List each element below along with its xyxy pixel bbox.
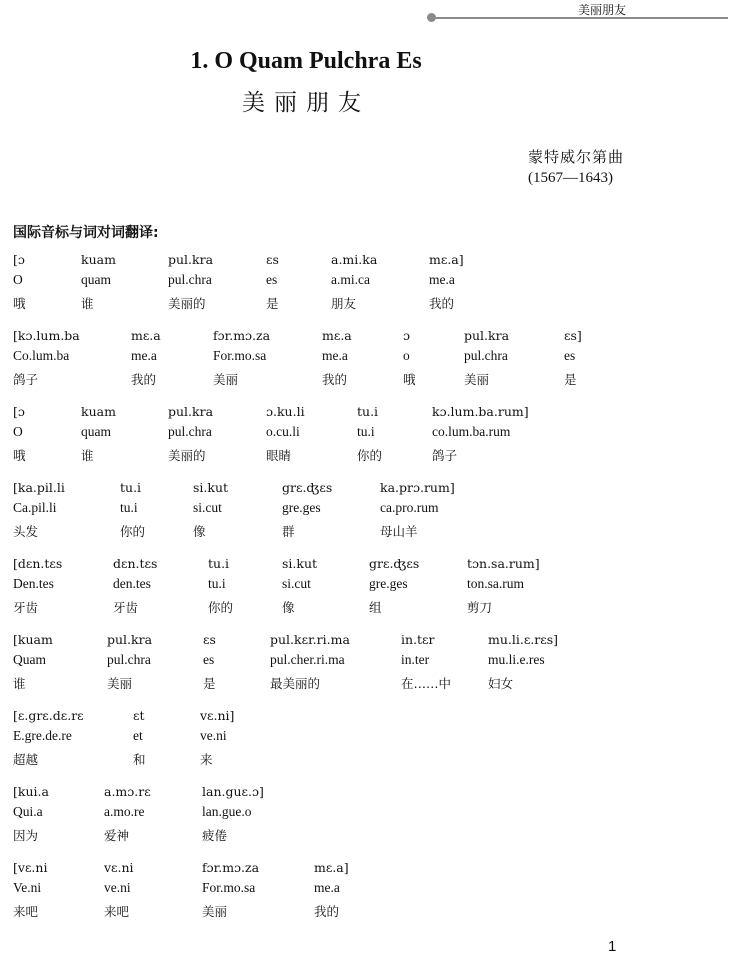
latin-word: in.ter (401, 652, 430, 667)
latin-word: pul.cher.ri.ma (270, 652, 345, 667)
ipa-word: in.tɛr (401, 632, 435, 647)
latin-row (13, 728, 653, 748)
chinese-gloss: 组 (369, 600, 382, 615)
latin-word: me.a (322, 348, 348, 363)
chinese-gloss: 哦 (403, 372, 416, 387)
latin-word: tu.i (357, 424, 375, 439)
latin-word: gre.ges (369, 576, 408, 591)
ipa-word: [ɔ (13, 252, 25, 267)
ipa-word: pul.kra (168, 252, 214, 267)
chinese-gloss: 来 (200, 752, 213, 767)
ipa-row (13, 328, 653, 348)
ipa-word: a.mi.ka (331, 252, 378, 267)
latin-word: For.mo.sa (213, 348, 267, 363)
translation-block (13, 556, 653, 622)
latin-row (13, 576, 653, 596)
chinese-gloss: 像 (282, 600, 295, 615)
ipa-word: mu.li.ɛ.rɛs] (488, 632, 559, 647)
ipa-word: [kuam (13, 632, 53, 647)
latin-row (13, 652, 653, 672)
chinese-gloss-row (13, 522, 653, 542)
latin-word: ve.ni (200, 728, 227, 743)
ipa-word: ɛs] (564, 328, 582, 343)
latin-word: pul.chra (107, 652, 151, 667)
chinese-gloss: 最美丽的 (270, 676, 321, 691)
latin-word: den.tes (113, 576, 151, 591)
chinese-gloss: 和 (133, 752, 146, 767)
composer-name: 蒙特威尔第曲 (528, 148, 625, 166)
latin-word: E.gre.de.re (13, 728, 72, 743)
chinese-gloss: 我的 (314, 904, 340, 919)
chinese-gloss: 牙齿 (113, 600, 139, 615)
latin-word: me.a (429, 272, 455, 287)
chinese-gloss: 母山羊 (380, 524, 418, 539)
latin-word: pul.chra (168, 272, 212, 287)
ipa-row (13, 480, 653, 500)
chinese-gloss: 是 (266, 296, 279, 311)
chinese-gloss: 谁 (13, 676, 26, 691)
latin-word: es (203, 652, 215, 667)
chinese-gloss-row (13, 902, 653, 922)
ipa-word: a.mɔ.rɛ (104, 784, 151, 799)
chinese-gloss: 超越 (13, 752, 39, 767)
latin-word: si.cut (282, 576, 311, 591)
chinese-gloss: 我的 (429, 296, 455, 311)
ipa-word: mɛ.a (131, 328, 161, 343)
chinese-gloss: 美丽 (213, 372, 239, 387)
ipa-word: pul.kra (168, 404, 214, 419)
latin-word: tu.i (208, 576, 226, 591)
ipa-word: tɔn.sa.rum] (467, 556, 540, 571)
latin-row (13, 348, 653, 368)
translation-block (13, 784, 653, 850)
chinese-gloss-row (13, 674, 653, 694)
chinese-gloss: 眼睛 (266, 448, 292, 463)
song-title-chinese: 美丽朋友 (242, 90, 370, 116)
chinese-gloss-row (13, 446, 653, 466)
latin-word: Den.tes (13, 576, 54, 591)
latin-word: me.a (131, 348, 157, 363)
translation-block (13, 480, 653, 546)
ipa-word: vɛ.ni (104, 860, 134, 875)
ipa-row (13, 708, 653, 728)
chinese-gloss: 谁 (81, 448, 94, 463)
chinese-gloss: 我的 (322, 372, 348, 387)
ipa-word: mɛ.a] (429, 252, 464, 267)
ipa-word: kɔ.lum.ba.rum] (432, 404, 529, 419)
chinese-gloss: 你的 (208, 600, 234, 615)
latin-word: quam (81, 424, 111, 439)
latin-word: For.mo.sa (202, 880, 256, 895)
ipa-word: kuam (81, 252, 116, 267)
latin-word: pul.chra (464, 348, 508, 363)
ipa-word: si.kut (193, 480, 229, 495)
latin-word: O (13, 424, 23, 439)
latin-row (13, 424, 653, 444)
ipa-word: kuam (81, 404, 116, 419)
chinese-gloss: 像 (193, 524, 206, 539)
ipa-row (13, 252, 653, 272)
chinese-gloss: 美丽的 (168, 296, 206, 311)
latin-word: O (13, 272, 23, 287)
chinese-gloss-row (13, 294, 653, 314)
latin-word: tu.i (120, 500, 138, 515)
chinese-gloss: 来吧 (13, 904, 39, 919)
latin-word: lan.gue.o (202, 804, 252, 819)
translation-block (13, 252, 653, 318)
ipa-row (13, 632, 653, 652)
chinese-gloss: 哦 (13, 448, 26, 463)
ipa-word: ɛs (266, 252, 279, 267)
chinese-gloss: 妇女 (488, 676, 514, 691)
ipa-word: pul.kra (107, 632, 153, 647)
chinese-gloss: 美丽 (107, 676, 133, 691)
chinese-gloss: 因为 (13, 828, 39, 843)
ipa-word: tu.i (357, 404, 379, 419)
ipa-word: fɔr.mɔ.za (213, 328, 271, 343)
composer-years: (1567—1643) (528, 170, 613, 186)
ipa-word: ɛs (203, 632, 216, 647)
latin-word: ton.sa.rum (467, 576, 524, 591)
ipa-word: dɛn.tɛs (113, 556, 158, 571)
ipa-row (13, 860, 653, 880)
chinese-gloss: 朋友 (331, 296, 357, 311)
ipa-word: [kɔ.lum.ba (13, 328, 80, 343)
chinese-gloss-row (13, 370, 653, 390)
chinese-gloss: 哦 (13, 296, 26, 311)
ipa-word: tu.i (120, 480, 142, 495)
ipa-row (13, 556, 653, 576)
ipa-word: vɛ.ni] (200, 708, 235, 723)
ipa-word: fɔr.mɔ.za (202, 860, 260, 875)
chinese-gloss: 谁 (81, 296, 94, 311)
latin-word: Ve.ni (13, 880, 42, 895)
ipa-word: grɛ.ʤɛs (282, 480, 333, 495)
chinese-gloss: 美丽 (202, 904, 228, 919)
latin-word: quam (81, 272, 111, 287)
chinese-gloss: 美丽 (464, 372, 490, 387)
chinese-gloss: 剪刀 (467, 600, 493, 615)
latin-word: ca.pro.rum (380, 500, 439, 515)
ipa-word: ɔ.ku.li (266, 404, 305, 419)
chinese-gloss: 群 (282, 524, 295, 539)
translation-block (13, 708, 653, 774)
ipa-word: mɛ.a] (314, 860, 349, 875)
latin-word: si.cut (193, 500, 222, 515)
chinese-gloss: 美丽的 (168, 448, 206, 463)
latin-word: es (266, 272, 278, 287)
latin-word: Qui.a (13, 804, 43, 819)
chinese-gloss: 是 (564, 372, 577, 387)
chinese-gloss: 在……中 (401, 676, 452, 691)
ipa-word: grɛ.ʤɛs (369, 556, 420, 571)
latin-word: co.lum.ba.rum (432, 424, 511, 439)
latin-word: Quam (13, 652, 46, 667)
latin-word: Co.lum.ba (13, 348, 70, 363)
ipa-row (13, 404, 653, 424)
ipa-word: pul.kra (464, 328, 510, 343)
ipa-word: tu.i (208, 556, 230, 571)
chinese-gloss: 牙齿 (13, 600, 39, 615)
latin-word: ve.ni (104, 880, 131, 895)
ipa-word: mɛ.a (322, 328, 352, 343)
latin-word: o.cu.li (266, 424, 300, 439)
latin-word: a.mo.re (104, 804, 145, 819)
ipa-word: [ɛ.grɛ.dɛ.rɛ (13, 708, 84, 723)
ipa-word: ɛt (133, 708, 145, 723)
translation-block (13, 404, 653, 470)
latin-word: o (403, 348, 410, 363)
translation-block (13, 632, 653, 698)
chinese-gloss: 你的 (120, 524, 146, 539)
translation-block (13, 860, 653, 926)
latin-word: pul.chra (168, 424, 212, 439)
chinese-gloss-row (13, 598, 653, 618)
translation-block (13, 328, 653, 394)
ipa-word: si.kut (282, 556, 318, 571)
chinese-gloss: 你的 (357, 448, 383, 463)
chinese-gloss: 疲倦 (202, 828, 228, 843)
latin-row (13, 500, 653, 520)
ipa-word: [ka.pil.li (13, 480, 65, 495)
page-number: 1 (608, 938, 617, 955)
latin-row (13, 880, 653, 900)
chinese-gloss-row (13, 826, 653, 846)
latin-word: es (564, 348, 576, 363)
running-header (0, 0, 730, 30)
latin-word: et (133, 728, 143, 743)
latin-word: mu.li.e.res (488, 652, 545, 667)
chinese-gloss: 头发 (13, 524, 39, 539)
ipa-row (13, 784, 653, 804)
ipa-word: pul.kɛr.ri.ma (270, 632, 350, 647)
ipa-word: [vɛ.ni (13, 860, 48, 875)
latin-word: me.a (314, 880, 340, 895)
ipa-word: [kui.a (13, 784, 49, 799)
ipa-word: [dɛn.tɛs (13, 556, 63, 571)
latin-word: Ca.pil.li (13, 500, 57, 515)
chinese-gloss: 来吧 (104, 904, 130, 919)
ipa-word: lan.guɛ.ɔ] (202, 784, 264, 799)
latin-word: gre.ges (282, 500, 321, 515)
latin-row (13, 804, 653, 824)
chinese-gloss-row (13, 750, 653, 770)
chinese-gloss: 鸽子 (432, 448, 458, 463)
chinese-gloss: 我的 (131, 372, 157, 387)
chinese-gloss: 鸽子 (13, 372, 39, 387)
song-title-latin: 1. O Quam Pulchra Es (190, 48, 422, 74)
ipa-word: ka.prɔ.rum] (380, 480, 455, 495)
chinese-gloss: 爱神 (104, 828, 130, 843)
latin-word: a.mi.ca (331, 272, 370, 287)
ipa-word: [ɔ (13, 404, 25, 419)
latin-row (13, 272, 653, 292)
ipa-word: ɔ (403, 328, 411, 343)
chinese-gloss: 是 (203, 676, 216, 691)
running-header-title: 美丽朋友 (578, 3, 627, 17)
section-heading: 国际音标与词对词翻译: (13, 225, 159, 241)
